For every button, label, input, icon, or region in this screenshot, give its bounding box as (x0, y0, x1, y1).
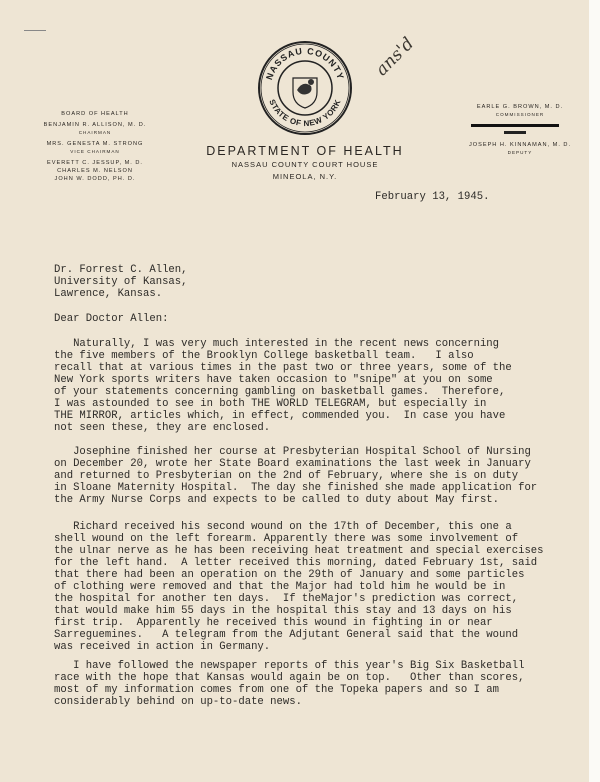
board-member-role: VICE CHAIRMAN (70, 149, 120, 154)
handwritten-note: ans'd (371, 33, 419, 80)
redaction-bar (471, 124, 559, 127)
commissioner-block (455, 103, 585, 157)
board-member-name: EVERETT C. JESSUP, M. D. (47, 160, 143, 166)
board-title: BOARD OF HEALTH (61, 111, 129, 117)
recipient-address: Dr. Forrest C. Allen, University of Kansas, Lawrence, Kansas. (54, 264, 188, 300)
board-member-name: CHARLES M. NELSON (57, 168, 133, 174)
board-of-health-list (20, 110, 170, 183)
redaction-bar (504, 131, 526, 134)
department-address: NASSAU COUNTY COURT HOUSE (231, 160, 379, 169)
paragraph: Richard received his second wound on the 17th of December, this one a shell wound on the left forearm. Apparently there was some involvement of the ulnar nerve as he has been receiving heat treatment and special exercises for the left hand. A letter received this morning, dated February 1st, said that there had been an operation on the 29th of January and some particles of clothing were removed and that the Major had told him he would be in the hospital for another ten days. If theMajor's prediction was correct, that would make him 55 days in the hospital this stay and 13 days on his first trip. Apparently he received this wound in fighting in or near Sarreguemines. A telegram from the Adjutant General said that the wound was received in action in Germany. (54, 521, 544, 653)
paragraph: I have followed the newspaper reports of this year's Big Six Basketball race with the hope that Kansas would again be on top. Other than scores, most of my information comes from one of the Topeka papers and so I am considerably behind on up-to-date news. (54, 660, 525, 708)
paragraph: Josephine finished her course at Presbyterian Hospital School of Nursing on December 20, wrote her State Board examinations the last week in January and returned to Presbyterian on the 2nd of February, where she is on duty in Sloane Maternity Hospital. The day she finished she made application for the Army Nurse Corps and expects to be called to duty about May first. (54, 446, 538, 506)
nassau-county-seal (257, 40, 353, 136)
department-heading (180, 144, 430, 182)
seal-bottom-text: STATE OF NEW YORK (267, 97, 343, 129)
deputy-name: JOSEPH H. KINNAMAN, M. D. (468, 142, 572, 148)
pencil-mark (24, 30, 46, 31)
department-name: DEPARTMENT OF HEALTH (206, 144, 404, 158)
letter-date: February 13, 1945. (375, 191, 490, 203)
deputy-role: DEPUTY (507, 150, 533, 155)
board-member-name: JOHN W. DODD, PH. D. (54, 176, 136, 182)
commissioner-role: COMMISSIONER (495, 112, 545, 117)
commissioner-name: EARLE G. BROWN, M. D. (476, 104, 564, 110)
board-member-name: BENJAMIN R. ALLISON, M. D. (43, 122, 147, 128)
seal-top-text: NASSAU COUNTY (264, 45, 346, 82)
board-member-name: MRS. GENESTA M. STRONG (46, 141, 144, 147)
department-city: MINEOLA, N.Y. (272, 172, 338, 181)
salutation: Dear Doctor Allen: (54, 313, 169, 325)
paragraph: Naturally, I was very much interested in the recent news concerning the five members of the Brooklyn College basketball team. I also recall that at various times in the past two or three years, some of the New York sports writers have taken occasion to "snipe" at you on some of your statements concerning gambling on basketball games. Therefore, I was astounded to see in both THE WORLD TELEGRAM, but especially in THE MIRROR, articles which, in effect, commended you. In case you have not seen these, they are enclosed. (54, 338, 512, 434)
board-member-role: CHAIRMAN (78, 130, 112, 135)
